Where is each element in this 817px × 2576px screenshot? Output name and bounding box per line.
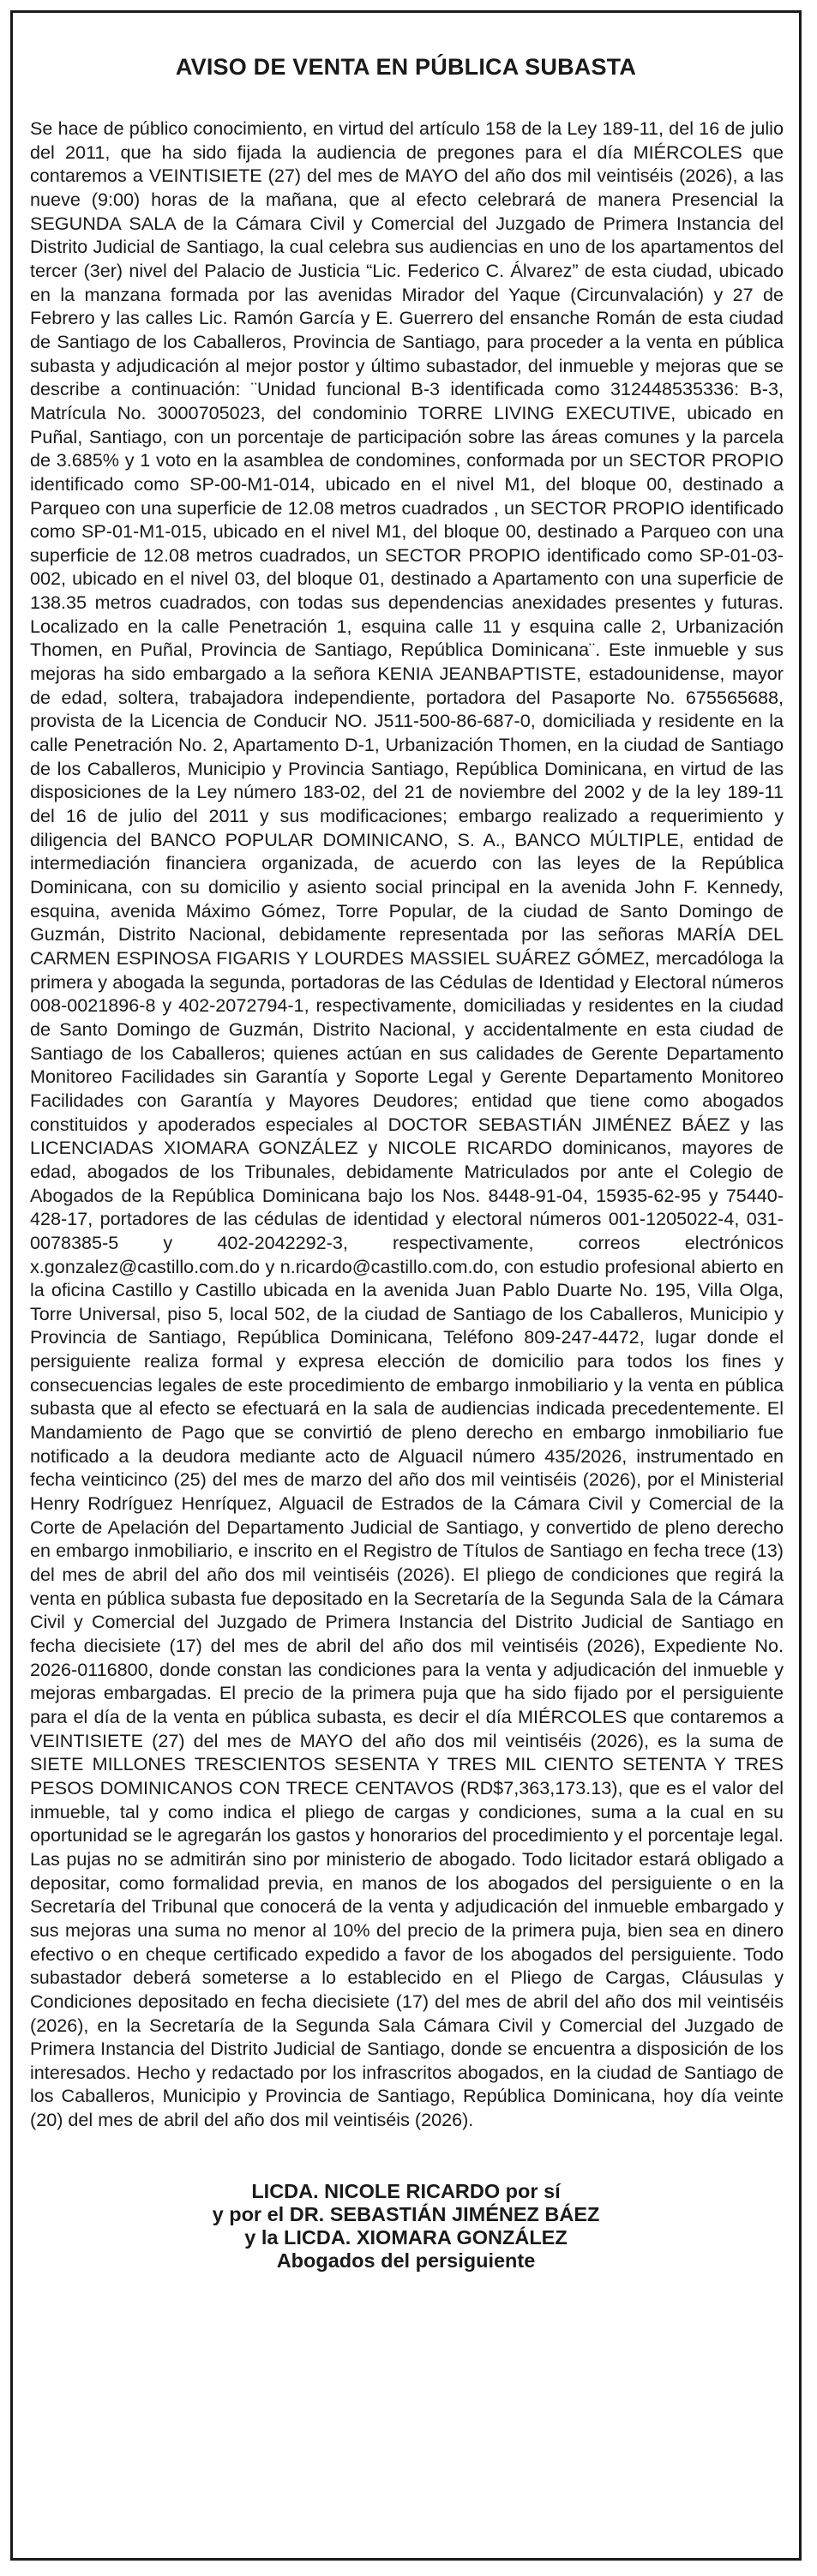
- signature-block: [13, 2180, 799, 2273]
- notice-body: Se hace de público conocimiento, en virtud del artículo 158 de la Ley 189-11, del 16 de julio del 2011, que ha sido fijada la audiencia de pregones para el día MIÉRCOLES que contaremos a VEINTISIETE (27) del mes de MAYO del año dos mil veintiséis (2026), a las nueve (9:00) horas de la mañana, que al efecto celebrará de manera Presencial la SEGUNDA SALA de la Cámara Civil y Comercial del Juzgado de Primera Instancia del Distrito Judicial de Santiago, la cual celebra sus audiencias en uno de los apartamentos del tercer (3er) nivel del Palacio de Justicia “Lic. Federico C. Álvarez” de esta ciudad, ubicado en la manzana formada por las avenidas Mirador del Yaque (Circunvalación) y 27 de Febrero y las calles Lic. Ramón García y E. Guerrero del ensanche Román de esta ciudad de Santiago de los Caballeros, Provincia de Santiago, para proceder a la venta en pública subasta y adjudicación al mejor postor y último subastador, del inmueble y mejoras que se describe a continuación: ¨Unidad funcional B-3 identificada como 312448535336: B-3, Matrícula No. 3000705023, del condominio TORRE LIVING EXECUTIVE, ubicado en Puñal, Santiago, con un porcentaje de participación sobre las áreas comunes y la parcela de 3.685% y 1 voto en la asamblea de condomines, conformada por un SECTOR PROPIO identificado como SP-00-M1-014, ubicado en el nivel M1, del bloque 00, destinado a Parqueo con una superficie de 12.08 metros cuadrados , un SECTOR PROPIO identificado como SP-01-M1-015, ubicado en el nivel M1, del bloque 00, destinado a Parqueo con una superficie de 12.08 metros cuadrados, un SECTOR PROPIO identificado como SP-01-03-002, ubicado en el nivel 03, del bloque 01, destinado a Apartamento con una superficie de 138.35 metros cuadrados, con todas sus dependencias anexidades presentes y futuras. Localizado en la calle Penetración 1, esquina calle 11 y esquina calle 2, Urbanización Thomen, en Puñal, Provincia de Santiago, República Dominicana¨. Este inmueble y sus mejoras ha sido embargado a la señora KENIA JEANBAPTISTE, estadounidense, mayor de edad, soltera, trabajadora independiente, portadora del Pasaporte No. 675565688, provista de la Licencia de Conducir NO. J511-500-86-687-0, domiciliada y residente en la calle Penetración No. 2, Apartamento D-1, Urbanización Thomen, en la ciudad de Santiago de los Caballeros, Municipio y Provincia Santiago, República Dominicana, en virtud de las disposiciones de la Ley número 183-02, del 21 de noviembre del 2002 y de la ley 189-11 del 16 de julio del 2011 y sus modificaciones; embargo realizado a requerimiento y diligencia del BANCO POPULAR DOMINICANO, S. A., BANCO MÚLTIPLE, entidad de intermediación financiera organizada, de acuerdo con las leyes de la República Dominicana, con su domicilio y asiento social principal en la avenida John F. Kennedy, esquina, avenida Máximo Gómez, Torre Popular, de la ciudad de Santo Domingo de Guzmán, Distrito Nacional, debidamente representada por las señoras MARÍA DEL CARMEN ESPINOSA FIGARIS Y LOURDES MASSIEL SUÁREZ GÓMEZ, mercadóloga la primera y abogada la segunda, portadoras de las Cédulas de Identidad y Electoral números 008-0021896-8 y 402-2072794-1, respectivamente, domiciliadas y residentes en la ciudad de Santo Domingo de Guzmán, Distrito Nacional, y accidentalmente en esta ciudad de Santiago de los Caballeros; quienes actúan en sus calidades de Gerente Departamento Monitoreo Facilidades sin Garantía y Soporte Legal y Gerente Departamento Monitoreo Facilidades con Garantía y Mayores Deudores; entidad que tiene como abogados constituidos y apoderados especiales al DOCTOR SEBASTIÁN JIMÉNEZ BÁEZ y las LICENCIADAS XIOMARA GONZÁLEZ y NICOLE RICARDO dominicanos, mayores de edad, abogados de los Tribunales, debidamente Matriculados por ante el Colegio de Abogados de la República Dominicana bajo los Nos. 8448-91-04, 15935-62-95 y 75440-428-17, portadores de las cédulas de identidad y electoral números 001-1205022-4, 031-0078385-5 y 402-2042292-3, respectivamente, correos electrónicos x.gonzalez@castillo.com.do y n.ricardo@castillo.com.do, con estudio profesional abierto en la oficina Castillo y Castillo ubicada en la avenida Juan Pablo Duarte No. 195, Villa Olga, Torre Universal, piso 5, local 502, de la ciudad de Santiago de los Caballeros, Municipio y Provincia de Santiago, República Dominicana, Teléfono 809-247-4472, lugar donde el persiguiente realiza formal y expresa elección de domicilio para todos los fines y consecuencias legales de este procedimiento de embargo inmobiliario y la venta en pública subasta que al efecto se efectuará en la sala de audiencias indicada precedentemente. El Mandamiento de Pago que se convirtió de pleno derecho en embargo inmobiliario fue notificado a la deudora mediante acto de Alguacil número 435/2026, instrumentado en fecha veinticinco (25) del mes de marzo del año dos mil veintiséis (2026), por el Ministerial Henry Rodríguez Henríquez, Alguacil de Estrados de la Cámara Civil y Comercial de la Corte de Apelación del Departamento Judicial de Santiago, y convertido de pleno derecho en embargo inmobiliario, e inscrito en el Registro de Títulos de Santiago en fecha trece (13) del mes de abril del año dos mil veintiséis (2026). El pliego de condiciones que regirá la venta en pública subasta fue depositado en la Secretaría de la Segunda Sala de la Cámara Civil y Comercial del Juzgado de Primera Instancia del Distrito Judicial de Santiago en fecha diecisiete (17) del mes de abril del año dos mil veintiséis (2026), Expediente No. 2026-0116800, donde constan las condiciones para la venta y adjudicación del inmueble y mejoras embargadas. El precio de la primera puja que ha sido fijado por el persiguiente para el día de la venta en pública subasta, es decir el día MIÉRCOLES que contaremos a VEINTISIETE (27) del mes de MAYO del año dos mil veintiséis (2026), es la suma de SIETE MILLONES TRESCIENTOS SESENTA Y TRES MIL CIENTO SETENTA Y TRES PESOS DOMINICANOS CON TRECE CENTAVOS (RD$7,363,173.13), que es el valor del inmueble, tal y como indica el pliego de cargas y condiciones, suma a la cual en su oportunidad se le agregarán los gastos y honorarios del procedimiento y el porcentaje legal. Las pujas no se admitirán sino por ministerio de abogado. Todo licitador estará obligado a depositar, como formalidad previa, en manos de los abogados del persiguiente o en la Secretaría del Tribunal que conocerá de la venta y adjudicación del inmueble embargado y sus mejoras una suma no menor al 10% del precio de la primera puja, bien sea en dinero efectivo o en cheque certificado expedido a favor de los abogados del persiguiente. Todo subastador deberá someterse a lo establecido en el Pliego de Cargas, Cláusulas y Condiciones depositado en fecha diecisiete (17) del mes de abril del año dos mil veintiséis (2026), en la Secretaría de la Segunda Sala Cámara Civil y Comercial del Juzgado de Primera Instancia del Distrito Judicial de Santiago, donde se encuentra a disposición de los interesados. Hecho y redactado por los infrascritos abogados, en la ciudad de Santiago de los Caballeros, Municipio y Provincia de Santiago, República Dominicana, hoy día veinte (20) del mes de abril del año dos mil veintiséis (2026).: [30, 117, 784, 2131]
- signature-line-4: Abogados del persiguiente: [276, 2249, 536, 2272]
- signature-line-2: y por el DR. SEBASTIÁN JIMÉNEZ BÁEZ: [212, 2202, 600, 2225]
- notice-title: AVISO DE VENTA EN PÚBLICA SUBASTA: [175, 54, 637, 80]
- public-auction-notice: [10, 10, 802, 2561]
- signature-line-3: y la LICDA. XIOMARA GONZÁLEZ: [244, 2225, 568, 2249]
- signature-line-1: LICDA. NICOLE RICARDO por sí: [251, 2179, 561, 2202]
